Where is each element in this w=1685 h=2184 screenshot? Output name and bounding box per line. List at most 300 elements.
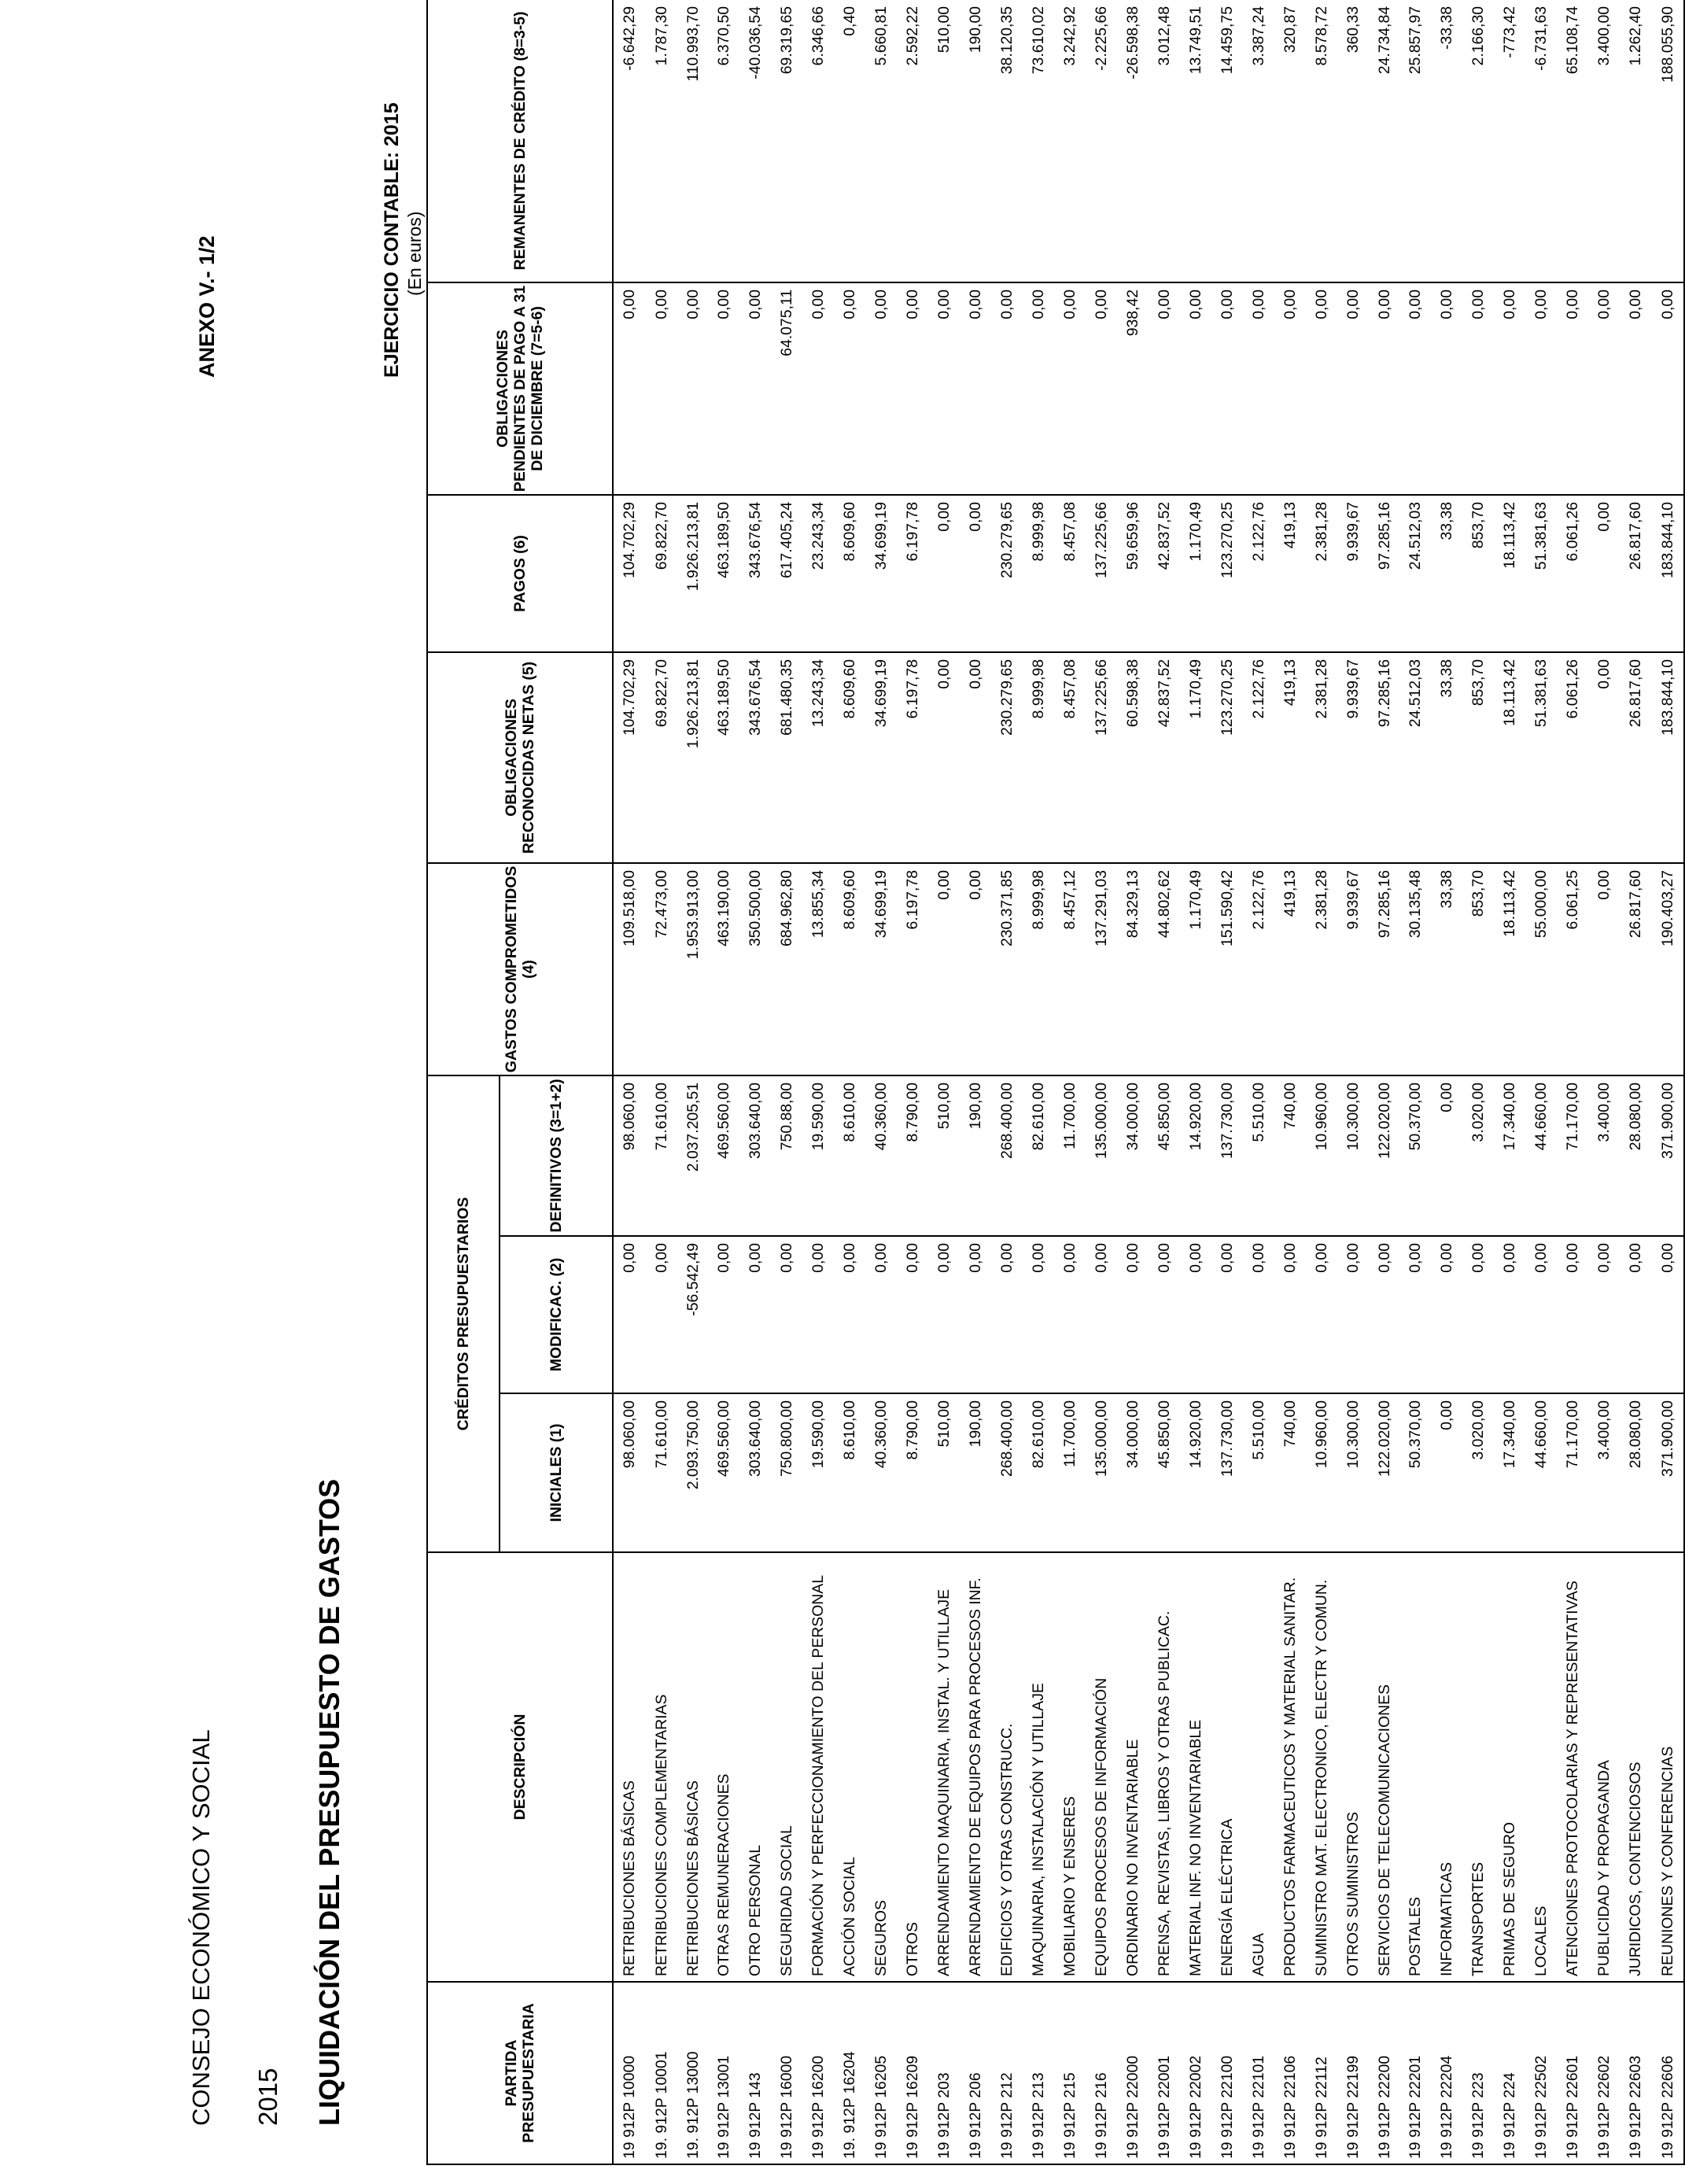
- definitivos-cell: 28.080,00: [1620, 1075, 1651, 1236]
- comprometidos-cell: 230.371,85: [991, 863, 1023, 1075]
- comprometidos-cell: 350.500,00: [739, 863, 771, 1075]
- partida-cell: 19. 912P 16204: [834, 1982, 865, 2164]
- pagos-cell: 853,70: [1462, 495, 1494, 652]
- header-descripcion: DESCRIPCIÓN: [427, 1552, 613, 1982]
- descripcion-cell: PRENSA, REVISTAS, LIBROS Y OTRAS PUBLICAC.: [1149, 1552, 1180, 1982]
- obligaciones-cell: 343.676,54: [739, 652, 771, 863]
- header-iniciales: INICIALES (1): [500, 1393, 613, 1552]
- remanentes-cell: 69.319,65: [771, 0, 802, 282]
- iniciales-cell: 28.080,00: [1620, 1393, 1651, 1552]
- modificac-cell: 0,00: [1651, 1236, 1684, 1393]
- table-row: [613, 0, 646, 2164]
- pendientes-cell: 0,00: [1431, 282, 1462, 495]
- table-row: [1023, 0, 1054, 2164]
- descripcion-cell: POSTALES: [1399, 1552, 1431, 1982]
- partida-cell: 19 912P 223: [1462, 1982, 1494, 2164]
- partida-cell: 19 912P 22106: [1274, 1982, 1306, 2164]
- remanentes-cell: 2.592,22: [897, 0, 928, 282]
- table-row: [1274, 0, 1306, 2164]
- partida-cell: 19 912P 203: [928, 1982, 960, 2164]
- descripcion-cell: JURIDICOS, CONTENCIOSOS: [1620, 1552, 1651, 1982]
- descripcion-cell: LOCALES: [1525, 1552, 1557, 1982]
- comprometidos-cell: 84.329,13: [1117, 863, 1149, 1075]
- iniciales-cell: 510,00: [928, 1393, 960, 1552]
- remanentes-cell: 6.370,50: [709, 0, 740, 282]
- pagos-cell: 8.457,08: [1054, 495, 1086, 652]
- iniciales-cell: 122.020,00: [1369, 1393, 1400, 1552]
- obligaciones-cell: 419,13: [1274, 652, 1306, 863]
- pagos-cell: 42.837,52: [1149, 495, 1180, 652]
- iniciales-cell: 190,00: [960, 1393, 991, 1552]
- table-row: [834, 0, 865, 2164]
- table-row: [771, 0, 802, 2164]
- modificac-cell: 0,00: [897, 1236, 928, 1393]
- obligaciones-cell: 6.061,26: [1557, 652, 1588, 863]
- obligaciones-cell: 9.939,67: [1337, 652, 1369, 863]
- header-definitivos: DEFINITIVOS (3=1+2): [500, 1075, 613, 1236]
- comprometidos-cell: 6.197,78: [897, 863, 928, 1075]
- comprometidos-cell: 34.699,19: [865, 863, 897, 1075]
- descripcion-cell: OTROS: [897, 1552, 928, 1982]
- comprometidos-cell: 2.381,28: [1306, 863, 1337, 1075]
- partida-cell: 19 912P 22000: [1117, 1982, 1149, 2164]
- definitivos-cell: 190,00: [960, 1075, 991, 1236]
- iniciales-cell: 740,00: [1274, 1393, 1306, 1552]
- remanentes-cell: -2.225,66: [1086, 0, 1117, 282]
- partida-cell: 19 912P 22001: [1149, 1982, 1180, 2164]
- partida-cell: 19 912P 143: [739, 1982, 771, 2164]
- descripcion-cell: ORDINARIO NO INVENTARIABLE: [1117, 1552, 1149, 1982]
- iniciales-cell: 11.700,00: [1054, 1393, 1086, 1552]
- remanentes-cell: 3.400,00: [1588, 0, 1620, 282]
- pagos-cell: 2.122,76: [1243, 495, 1274, 652]
- header-comprometidos: GASTOS COMPROMETIDOS (4): [427, 863, 613, 1075]
- remanentes-cell: 8.578,72: [1306, 0, 1337, 282]
- iniciales-cell: 71.170,00: [1557, 1393, 1588, 1552]
- remanentes-cell: -40.036,54: [739, 0, 771, 282]
- budget-table: [426, 0, 1685, 2165]
- page-title: LIQUIDACIÓN DEL PRESUPUESTO DE GASTOS: [313, 1478, 345, 2126]
- descripcion-cell: INFORMATICAS: [1431, 1552, 1462, 1982]
- table-row: [1086, 0, 1117, 2164]
- pagos-cell: 2.381,28: [1306, 495, 1337, 652]
- definitivos-cell: 71.170,00: [1557, 1075, 1588, 1236]
- pendientes-cell: 0,00: [865, 282, 897, 495]
- obligaciones-cell: 0,00: [1588, 652, 1620, 863]
- iniciales-cell: 8.610,00: [834, 1393, 865, 1552]
- obligaciones-cell: 8.457,08: [1054, 652, 1086, 863]
- modificac-cell: -56.542,49: [677, 1236, 709, 1393]
- pendientes-cell: 0,00: [1588, 282, 1620, 495]
- modificac-cell: 0,00: [1525, 1236, 1557, 1393]
- pendientes-cell: 0,00: [1399, 282, 1431, 495]
- comprometidos-cell: 0,00: [1588, 863, 1620, 1075]
- pendientes-cell: 0,00: [1494, 282, 1525, 495]
- pagos-cell: 104.702,29: [613, 495, 646, 652]
- table-row: [646, 0, 677, 2164]
- pagos-cell: 23.243,34: [802, 495, 834, 652]
- descripcion-cell: EQUIPOS PROCESOS DE INFORMACIÓN: [1086, 1552, 1117, 1982]
- comprometidos-cell: 1.953.913,00: [677, 863, 709, 1075]
- descripcion-cell: MOBILIARIO Y ENSERES: [1054, 1552, 1086, 1982]
- remanentes-cell: 13.749,51: [1180, 0, 1211, 282]
- definitivos-cell: 10.300,00: [1337, 1075, 1369, 1236]
- obligaciones-cell: 18.113,42: [1494, 652, 1525, 863]
- partida-cell: 19 912P 216: [1086, 1982, 1117, 2164]
- comprometidos-cell: 853,70: [1462, 863, 1494, 1075]
- header-modificac: MODIFICAC. (2): [500, 1236, 613, 1393]
- comprometidos-cell: 9.939,67: [1337, 863, 1369, 1075]
- descripcion-cell: RETRIBUCIONES BÁSICAS: [677, 1552, 709, 1982]
- pagos-cell: 617.405,24: [771, 495, 802, 652]
- iniciales-cell: 469.560,00: [709, 1393, 740, 1552]
- descripcion-cell: SERVICIOS DE TELECOMUNICACIONES: [1369, 1552, 1400, 1982]
- iniciales-cell: 10.960,00: [1306, 1393, 1337, 1552]
- table-row: [1337, 0, 1369, 2164]
- pendientes-cell: 0,00: [802, 282, 834, 495]
- modificac-cell: 0,00: [1369, 1236, 1400, 1393]
- document-year: 2015: [253, 2068, 282, 2126]
- pendientes-cell: 0,00: [1651, 282, 1684, 495]
- obligaciones-cell: 24.512,03: [1399, 652, 1431, 863]
- modificac-cell: 0,00: [802, 1236, 834, 1393]
- definitivos-cell: 750.88,00: [771, 1075, 802, 1236]
- modificac-cell: 0,00: [1337, 1236, 1369, 1393]
- obligaciones-cell: 6.197,78: [897, 652, 928, 863]
- comprometidos-cell: 463.190,00: [709, 863, 740, 1075]
- table-row: [1557, 0, 1588, 2164]
- pagos-cell: 6.061,26: [1557, 495, 1588, 652]
- remanentes-cell: 360,33: [1337, 0, 1369, 282]
- comprometidos-cell: 1.170,49: [1180, 863, 1211, 1075]
- definitivos-cell: 2.037.205,51: [677, 1075, 709, 1236]
- partida-cell: 19 912P 22602: [1588, 1982, 1620, 2164]
- pagos-cell: 8.609,60: [834, 495, 865, 652]
- iniciales-cell: 3.400,00: [1588, 1393, 1620, 1552]
- pendientes-cell: 0,00: [1211, 282, 1243, 495]
- partida-cell: 19 912P 16209: [897, 1982, 928, 2164]
- pendientes-cell: 0,00: [1149, 282, 1180, 495]
- table-row: [1651, 0, 1684, 2164]
- definitivos-cell: 10.960,00: [1306, 1075, 1337, 1236]
- comprometidos-cell: 190.403,27: [1651, 863, 1684, 1075]
- comprometidos-cell: 151.590,42: [1211, 863, 1243, 1075]
- descripcion-cell: PRIMAS DE SEGURO: [1494, 1552, 1525, 1982]
- descripcion-cell: SEGUROS: [865, 1552, 897, 1982]
- modificac-cell: 0,00: [1306, 1236, 1337, 1393]
- comprometidos-cell: 72.473,00: [646, 863, 677, 1075]
- modificac-cell: 0,00: [1180, 1236, 1211, 1393]
- remanentes-cell: -6.642,29: [613, 0, 646, 282]
- pagos-cell: 137.225,66: [1086, 495, 1117, 652]
- pagos-cell: 51.381,63: [1525, 495, 1557, 652]
- modificac-cell: 0,00: [1149, 1236, 1180, 1393]
- table-row: [1211, 0, 1243, 2164]
- iniciales-cell: 50.370,00: [1399, 1393, 1431, 1552]
- pendientes-cell: 0,00: [1023, 282, 1054, 495]
- iniciales-cell: 45.850,00: [1149, 1393, 1180, 1552]
- remanentes-cell: 73.610,02: [1023, 0, 1054, 282]
- partida-cell: 19 912P 212: [991, 1982, 1023, 2164]
- definitivos-cell: 8.790,00: [897, 1075, 928, 1236]
- comprometidos-cell: 44.802,62: [1149, 863, 1180, 1075]
- pendientes-cell: 0,00: [646, 282, 677, 495]
- header-obligaciones: OBLIGACIONES RECONOCIDAS NETAS (5): [427, 652, 613, 863]
- obligaciones-cell: 104.702,29: [613, 652, 646, 863]
- definitivos-cell: 137.730,00: [1211, 1075, 1243, 1236]
- partida-cell: 19. 912P 13000: [677, 1982, 709, 2164]
- comprometidos-cell: 8.609,60: [834, 863, 865, 1075]
- definitivos-cell: 3.400,00: [1588, 1075, 1620, 1236]
- obligaciones-cell: 97.285,16: [1369, 652, 1400, 863]
- pagos-cell: 123.270,25: [1211, 495, 1243, 652]
- iniciales-cell: 303.640,00: [739, 1393, 771, 1552]
- partida-cell: 19 912P 22201: [1399, 1982, 1431, 2164]
- iniciales-cell: 71.610,00: [646, 1393, 677, 1552]
- remanentes-cell: 65.108,74: [1557, 0, 1588, 282]
- comprometidos-cell: 137.291,03: [1086, 863, 1117, 1075]
- table-row: [1525, 0, 1557, 2164]
- definitivos-cell: 5.510,00: [1243, 1075, 1274, 1236]
- definitivos-cell: 0,00: [1431, 1075, 1462, 1236]
- table-row: [1149, 0, 1180, 2164]
- pagos-cell: 34.699,19: [865, 495, 897, 652]
- obligaciones-cell: 230.279,65: [991, 652, 1023, 863]
- table-row: [991, 0, 1023, 2164]
- table-row: [1306, 0, 1337, 2164]
- obligaciones-cell: 137.225,66: [1086, 652, 1117, 863]
- modificac-cell: 0,00: [865, 1236, 897, 1393]
- table-row: [1494, 0, 1525, 2164]
- pendientes-cell: 0,00: [709, 282, 740, 495]
- definitivos-cell: 135.000,00: [1086, 1075, 1117, 1236]
- descripcion-cell: TRANSPORTES: [1462, 1552, 1494, 1982]
- definitivos-cell: 268.400,00: [991, 1075, 1023, 1236]
- table-row: [897, 0, 928, 2164]
- partida-cell: 19. 912P 10001: [646, 1982, 677, 2164]
- comprometidos-cell: 13.855,34: [802, 863, 834, 1075]
- descripcion-cell: ATENCIONES PROTOCOLARIAS Y REPRESENTATIVAS: [1557, 1552, 1588, 1982]
- partida-cell: 19 912P 206: [960, 1982, 991, 2164]
- comprometidos-cell: 684.962,80: [771, 863, 802, 1075]
- partida-cell: 19 912P 16205: [865, 1982, 897, 2164]
- table-row: [928, 0, 960, 2164]
- pendientes-cell: 0,00: [1243, 282, 1274, 495]
- iniciales-cell: 268.400,00: [991, 1393, 1023, 1552]
- partida-cell: 19 912P 10000: [613, 1982, 646, 2164]
- remanentes-cell: 5.660,81: [865, 0, 897, 282]
- table-row: [677, 0, 709, 2164]
- obligaciones-cell: 60.598,38: [1117, 652, 1149, 863]
- remanentes-cell: 2.166,30: [1462, 0, 1494, 282]
- partida-cell: 19 912P 13001: [709, 1982, 740, 2164]
- comprometidos-cell: 109.518,00: [613, 863, 646, 1075]
- pendientes-cell: 0,00: [613, 282, 646, 495]
- modificac-cell: 0,00: [1588, 1236, 1620, 1393]
- header-creditos-group: CRÉDITOS PRESUPUESTARIOS: [427, 1075, 500, 1552]
- table-row: [1180, 0, 1211, 2164]
- partida-cell: 19 912P 22100: [1211, 1982, 1243, 2164]
- iniciales-cell: 2.093.750,00: [677, 1393, 709, 1552]
- descripcion-cell: OTROS SUMINISTROS: [1337, 1552, 1369, 1982]
- pendientes-cell: 0,00: [677, 282, 709, 495]
- obligaciones-cell: 13.243,34: [802, 652, 834, 863]
- partida-cell: 19 912P 22101: [1243, 1982, 1274, 2164]
- comprometidos-cell: 18.113,42: [1494, 863, 1525, 1075]
- modificac-cell: 0,00: [646, 1236, 677, 1393]
- descripcion-cell: ARRENDAMIENTO MAQUINARIA, INSTAL. Y UTILLAJE: [928, 1552, 960, 1982]
- pendientes-cell: 0,00: [1557, 282, 1588, 495]
- modificac-cell: 0,00: [1399, 1236, 1431, 1393]
- obligaciones-cell: 681.480,35: [771, 652, 802, 863]
- obligaciones-cell: 0,00: [960, 652, 991, 863]
- descripcion-cell: ARRENDAMIENTO DE EQUIPOS PARA PROCESOS INF.: [960, 1552, 991, 1982]
- iniciales-cell: 137.730,00: [1211, 1393, 1243, 1552]
- pagos-cell: 69.822,70: [646, 495, 677, 652]
- pendientes-cell: 0,00: [1054, 282, 1086, 495]
- comprometidos-cell: 8.457,12: [1054, 863, 1086, 1075]
- modificac-cell: 0,00: [1054, 1236, 1086, 1393]
- remanentes-cell: 110.993,70: [677, 0, 709, 282]
- header-remanentes: REMANENTES DE CRÉDITO (8=3-5): [427, 0, 613, 282]
- obligaciones-cell: 8.999,98: [1023, 652, 1054, 863]
- definitivos-cell: 50.370,00: [1399, 1075, 1431, 1236]
- pagos-cell: 419,13: [1274, 495, 1306, 652]
- table-row: [1243, 0, 1274, 2164]
- header-partida: PARTIDA PRESUPUESTARIA: [427, 1982, 613, 2164]
- modificac-cell: 0,00: [739, 1236, 771, 1393]
- pendientes-cell: 0,00: [960, 282, 991, 495]
- modificac-cell: 0,00: [613, 1236, 646, 1393]
- pendientes-cell: 0,00: [897, 282, 928, 495]
- descripcion-cell: MAQUINARIA, INSTALACIÓN Y UTILLAJE: [1023, 1552, 1054, 1982]
- comprometidos-cell: 8.999,98: [1023, 863, 1054, 1075]
- pagos-cell: 0,00: [928, 495, 960, 652]
- definitivos-cell: 45.850,00: [1149, 1075, 1180, 1236]
- pagos-cell: 1.170,49: [1180, 495, 1211, 652]
- table-row: [1054, 0, 1086, 2164]
- units-label: (En euros): [404, 211, 425, 296]
- comprometidos-cell: 2.122,76: [1243, 863, 1274, 1075]
- descripcion-cell: PUBLICIDAD Y PROPAGANDA: [1588, 1552, 1620, 1982]
- descripcion-cell: RETRIBUCIONES COMPLEMENTARIAS: [646, 1552, 677, 1982]
- pagos-cell: 24.512,03: [1399, 495, 1431, 652]
- remanentes-cell: -33,38: [1431, 0, 1462, 282]
- obligaciones-cell: 51.381,63: [1525, 652, 1557, 863]
- pagos-cell: 26.817,60: [1620, 495, 1651, 652]
- pagos-cell: 6.197,78: [897, 495, 928, 652]
- header-pagos: PAGOS (6): [427, 495, 613, 652]
- iniciales-cell: 135.000,00: [1086, 1393, 1117, 1552]
- modificac-cell: 0,00: [1243, 1236, 1274, 1393]
- descripcion-cell: SUMINISTRO MAT. ELECTRONICO, ELECTR Y COMUN.: [1306, 1552, 1337, 1982]
- obligaciones-cell: 33,38: [1431, 652, 1462, 863]
- definitivos-cell: 740,00: [1274, 1075, 1306, 1236]
- obligaciones-cell: 183.844,10: [1651, 652, 1684, 863]
- iniciales-cell: 34.000,00: [1117, 1393, 1149, 1552]
- modificac-cell: 0,00: [960, 1236, 991, 1393]
- partida-cell: 19 912P 22002: [1180, 1982, 1211, 2164]
- definitivos-cell: 71.610,00: [646, 1075, 677, 1236]
- pagos-cell: 33,38: [1431, 495, 1462, 652]
- pendientes-cell: 0,00: [1180, 282, 1211, 495]
- remanentes-cell: 38.120,35: [991, 0, 1023, 282]
- iniciales-cell: 14.920,00: [1180, 1393, 1211, 1552]
- remanentes-cell: 3.242,92: [1054, 0, 1086, 282]
- obligaciones-cell: 123.270,25: [1211, 652, 1243, 863]
- modificac-cell: 0,00: [1620, 1236, 1651, 1393]
- descripcion-cell: REUNIONES Y CONFERENCIAS: [1651, 1552, 1684, 1982]
- pendientes-cell: 0,00: [739, 282, 771, 495]
- iniciales-cell: 3.020,00: [1462, 1393, 1494, 1552]
- definitivos-cell: 3.020,00: [1462, 1075, 1494, 1236]
- comprometidos-cell: 419,13: [1274, 863, 1306, 1075]
- pendientes-cell: 0,00: [991, 282, 1023, 495]
- descripcion-cell: FORMACIÓN Y PERFECCIONAMIENTO DEL PERSONAL: [802, 1552, 834, 1982]
- modificac-cell: 0,00: [1274, 1236, 1306, 1393]
- remanentes-cell: 320,87: [1274, 0, 1306, 282]
- modificac-cell: 0,00: [1086, 1236, 1117, 1393]
- remanentes-cell: 0,40: [834, 0, 865, 282]
- modificac-cell: 0,00: [834, 1236, 865, 1393]
- comprometidos-cell: 0,00: [928, 863, 960, 1075]
- pendientes-cell: 938,42: [1117, 282, 1149, 495]
- modificac-cell: 0,00: [1023, 1236, 1054, 1393]
- table-row: [709, 0, 740, 2164]
- pendientes-cell: 64.075,11: [771, 282, 802, 495]
- pagos-cell: 463.189,50: [709, 495, 740, 652]
- pagos-cell: 8.999,98: [1023, 495, 1054, 652]
- table-row: [1369, 0, 1400, 2164]
- pendientes-cell: 0,00: [928, 282, 960, 495]
- remanentes-cell: 1.262,40: [1620, 0, 1651, 282]
- table-row: [1431, 0, 1462, 2164]
- comprometidos-cell: 33,38: [1431, 863, 1462, 1075]
- obligaciones-cell: 26.817,60: [1620, 652, 1651, 863]
- iniciales-cell: 10.300,00: [1337, 1393, 1369, 1552]
- descripcion-cell: OTRO PERSONAL: [739, 1552, 771, 1982]
- pagos-cell: 183.844,10: [1651, 495, 1684, 652]
- pagos-cell: 343.676,54: [739, 495, 771, 652]
- pendientes-cell: 0,00: [834, 282, 865, 495]
- pendientes-cell: 0,00: [1306, 282, 1337, 495]
- annex-label: ANEXO V.- 1/2: [195, 235, 219, 378]
- modificac-cell: 0,00: [991, 1236, 1023, 1393]
- table-row: [960, 0, 991, 2164]
- definitivos-cell: 510,00: [928, 1075, 960, 1236]
- definitivos-cell: 40.360,00: [865, 1075, 897, 1236]
- modificac-cell: 0,00: [1117, 1236, 1149, 1393]
- obligaciones-cell: 853,70: [1462, 652, 1494, 863]
- definitivos-cell: 44.660,00: [1525, 1075, 1557, 1236]
- table-row: [1462, 0, 1494, 2164]
- remanentes-cell: 510,00: [928, 0, 960, 282]
- modificac-cell: 0,00: [1431, 1236, 1462, 1393]
- descripcion-cell: ACCIÓN SOCIAL: [834, 1552, 865, 1982]
- descripcion-cell: RETRIBUCIONES BÁSICAS: [613, 1552, 646, 1982]
- pagos-cell: 18.113,42: [1494, 495, 1525, 652]
- pendientes-cell: 0,00: [1274, 282, 1306, 495]
- partida-cell: 19 912P 215: [1054, 1982, 1086, 2164]
- pendientes-cell: 0,00: [1086, 282, 1117, 495]
- pendientes-cell: 0,00: [1525, 282, 1557, 495]
- table-row: [1588, 0, 1620, 2164]
- definitivos-cell: 17.340,00: [1494, 1075, 1525, 1236]
- pagos-cell: 59.659,96: [1117, 495, 1149, 652]
- iniciales-cell: 17.340,00: [1494, 1393, 1525, 1552]
- descripcion-cell: AGUA: [1243, 1552, 1274, 1982]
- iniciales-cell: 44.660,00: [1525, 1393, 1557, 1552]
